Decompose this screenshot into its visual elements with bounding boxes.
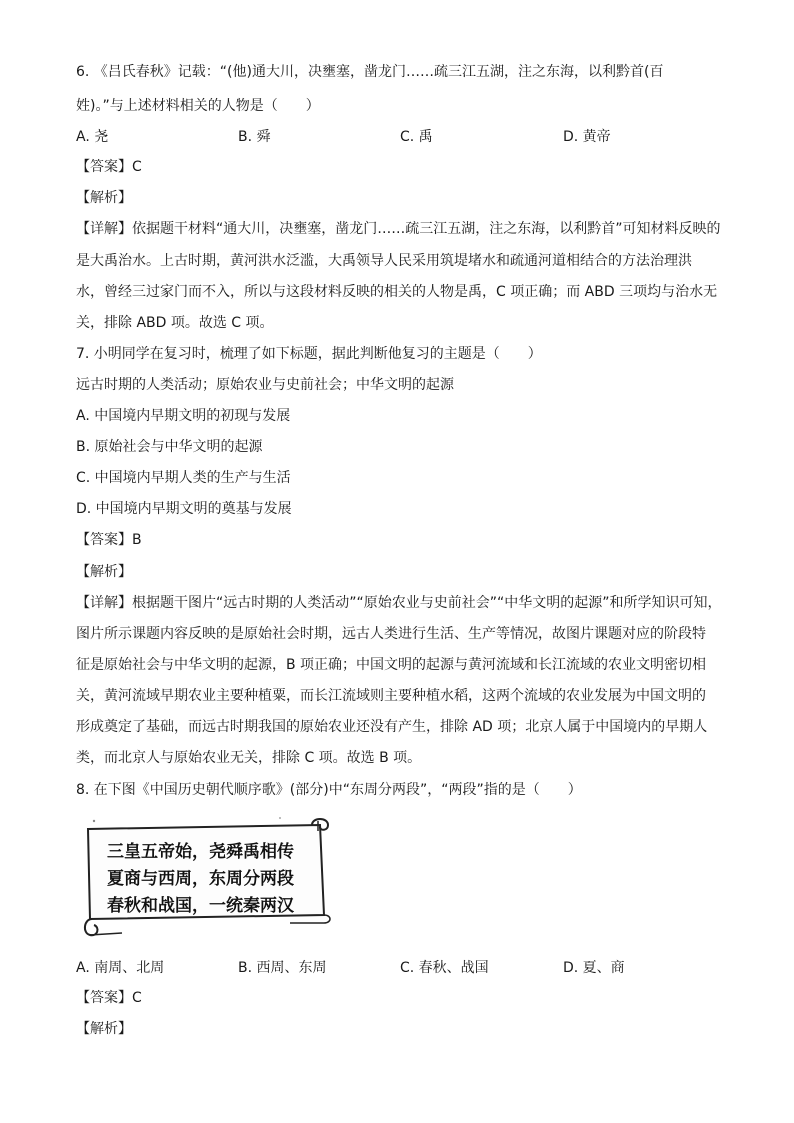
q8-option-c: C. 春秋、战国 [400, 960, 489, 976]
poem-line-3: 春秋和战国，一统秦两汉 [107, 896, 294, 916]
poem-scroll-figure [80, 815, 335, 940]
q7-detail-line-5: 形成奠定了基础，而远古时期我国的原始农业还没有产生，排除 AD 项；北京人属于中国境内的早期人 [76, 719, 708, 735]
q6-detail-line-1: 【详解】依据题干材料“通大川，决壅塞，凿龙门……疏三江五湖，注之东海，以利黔首”可知材料反映的 [76, 221, 721, 237]
poem-text [107, 839, 294, 920]
q7-option-d: D. 中国境内早期文明的奠基与发展 [76, 501, 292, 517]
q6-stem-line-1: 6. 《吕氏春秋》记载：“(他)通大川，决壅塞，凿龙门……疏三江五湖，注之东海，以利黔首(百 [76, 64, 664, 80]
q7-stem-line-2: 远古时期的人类活动；原始农业与史前社会；中华文明的起源 [76, 377, 454, 393]
q8-analysis-label: 【解析】 [76, 1021, 132, 1037]
q8-option-a: A. 南周、北周 [76, 960, 165, 976]
q7-detail-line-2: 图片所示课题内容反映的是原始社会时期，远古人类进行生活、生产等情况，故图片课题对应的阶段特 [76, 626, 706, 642]
q8-option-d: D. 夏、商 [563, 960, 625, 976]
q6-option-d: D. 黄帝 [563, 129, 611, 145]
q6-stem-line-2: 姓)。”与上述材料相关的人物是（ ） [76, 98, 320, 114]
q6-option-a: A. 尧 [76, 129, 109, 145]
q6-detail-line-2: 是大禹治水。上古时期，黄河洪水泛滥，大禹领导人民采用筑堤堵水和疏通河道相结合的方法治理洪 [76, 253, 692, 269]
poem-line-1: 三皇五帝始，尧舜禹相传 [107, 842, 294, 862]
q6-analysis-label: 【解析】 [76, 190, 132, 206]
q6-answer: 【答案】C [76, 159, 142, 175]
q7-detail-line-6: 类，而北京人与原始农业无关，排除 C 项。故选 B 项。 [76, 750, 422, 766]
q7-option-a: A. 中国境内早期文明的初现与发展 [76, 408, 291, 424]
q7-detail-line-1: 【详解】根据题干图片“远古时期的人类活动”“原始农业与史前社会”“中华文明的起源”和所学知识可知， [76, 595, 722, 611]
q8-answer: 【答案】C [76, 990, 142, 1006]
q6-detail-line-3: 水，曾经三过家门而不入，所以与这段材料反映的相关的人物是禹，C 项正确；而 ABD 三项均与治水无 [76, 284, 718, 300]
q7-stem-line-1: 7. 小明同学在复习时，梳理了如下标题，据此判断他复习的主题是（ ） [76, 346, 542, 362]
q7-analysis-label: 【解析】 [76, 564, 132, 580]
q7-option-b: B. 原始社会与中华文明的起源 [76, 439, 263, 455]
q6-detail-line-4: 关，排除 ABD 项。故选 C 项。 [76, 315, 274, 331]
q7-option-c: C. 中国境内早期人类的生产与生活 [76, 470, 291, 486]
q6-option-b: B. 舜 [238, 129, 271, 145]
q8-option-b: B. 西周、东周 [238, 960, 327, 976]
poem-line-2: 夏商与西周，东周分两段 [107, 869, 294, 889]
q8-stem: 8. 在下图《中国历史朝代顺序歌》(部分)中“东周分两段”，“两段”指的是（ ） [76, 782, 582, 798]
q7-answer: 【答案】B [76, 532, 142, 548]
q7-detail-line-4: 关，黄河流域早期农业主要种植粟，而长江流域则主要种植水稻，这两个流域的农业发展为中国文明的 [76, 688, 706, 704]
q7-detail-line-3: 征是原始社会与中华文明的起源，B 项正确；中国文明的起源与黄河流域和长江流域的农业文明密切相 [76, 657, 707, 673]
q6-option-c: C. 禹 [400, 129, 433, 145]
